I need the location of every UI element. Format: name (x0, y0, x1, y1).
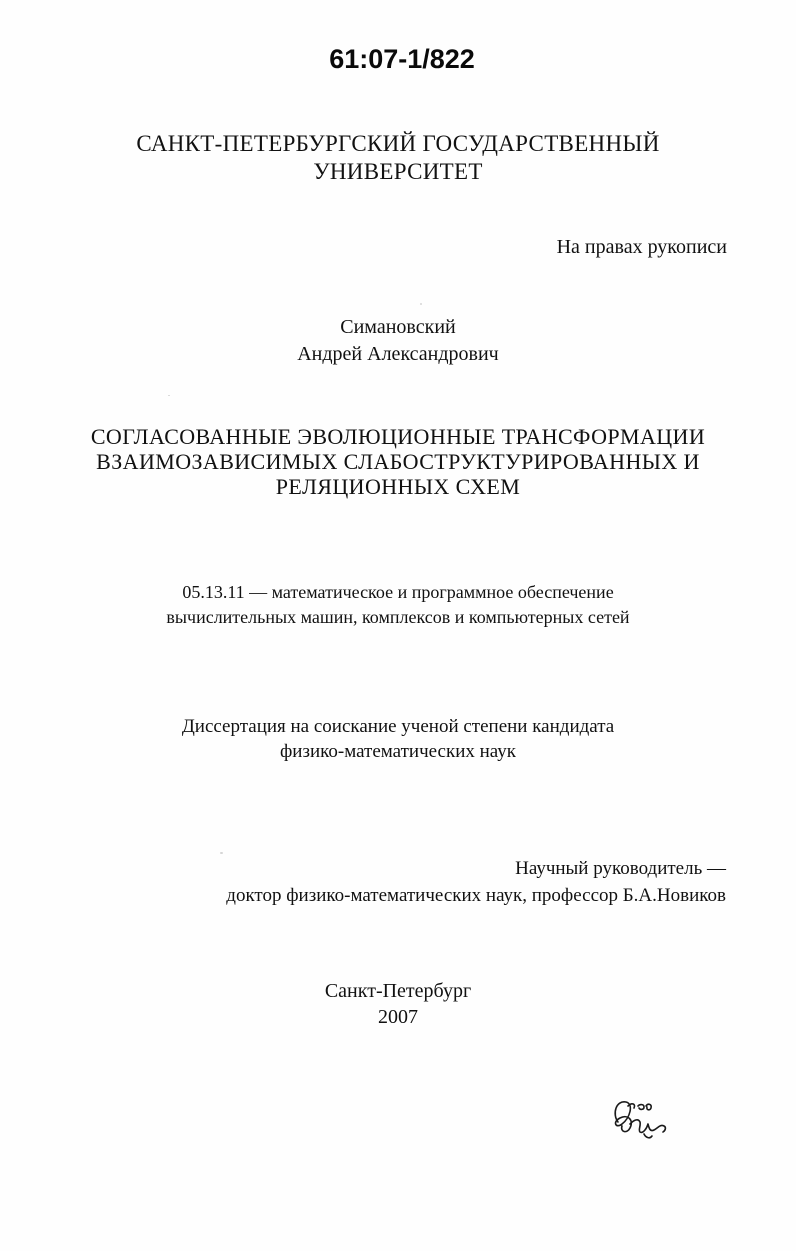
title-line-3: РЕЛЯЦИОННЫХ СХЕМ (275, 474, 521, 499)
city: Санкт-Петербург (324, 980, 472, 1002)
rights-note: На правах рукописи (556, 236, 727, 258)
specialty-line-2: вычислительных машин, комплексов и компьютерных сетей (166, 607, 630, 627)
advisor-line-2: доктор физико-математических наук, профессор Б.А.Новиков (226, 885, 726, 906)
scientific-advisor (226, 855, 726, 909)
archive-code: 61:07-1/822 (329, 44, 475, 74)
specialty-line-1: 05.13.11 — математическое и программное обеспечение (182, 582, 614, 602)
author-name (0, 314, 796, 368)
scan-speck (220, 852, 223, 854)
degree-line-2: физико-математических наук (279, 741, 517, 762)
degree-statement (0, 714, 796, 764)
scan-speck (420, 303, 422, 305)
title-line-2: ВЗАИМОЗАВИСИМЫХ СЛАБОСТРУКТУРИРОВАННЫХ И (96, 449, 700, 474)
university-line-2: УНИВЕРСИТЕТ (313, 159, 483, 184)
university-name (0, 130, 796, 186)
title-line-1: СОГЛАСОВАННЫЕ ЭВОЛЮЦИОННЫЕ ТРАНСФОРМАЦИИ (90, 424, 706, 449)
specialty-code (0, 580, 796, 630)
university-line-1: САНКТ-ПЕТЕРБУРГСКИЙ ГОСУДАРСТВЕННЫЙ (136, 131, 660, 156)
place-and-year (0, 978, 796, 1030)
archive-stamp (0, 44, 796, 75)
degree-line-1: Диссертация на соискание ученой степени кандидата (181, 716, 615, 737)
scan-speck (168, 395, 170, 396)
year: 2007 (378, 1006, 418, 1028)
author-given-names: Андрей Александрович (297, 343, 499, 365)
dissertation-title (0, 424, 796, 499)
handwritten-signature-icon (604, 1092, 674, 1142)
author-surname: Симановский (340, 316, 456, 338)
advisor-line-1: Научный руководитель — (515, 858, 726, 879)
